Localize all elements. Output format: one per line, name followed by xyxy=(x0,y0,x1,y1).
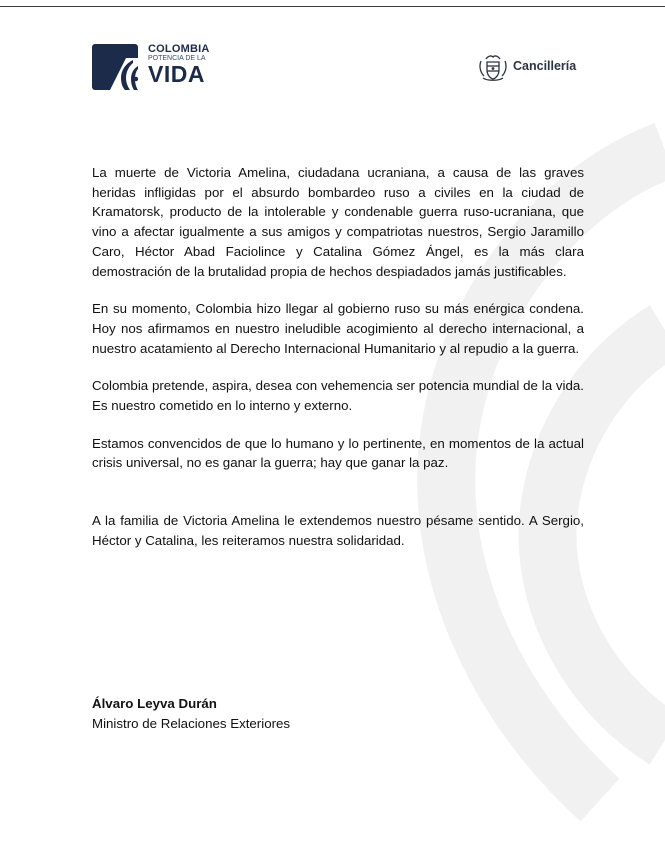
colombia-vida-wordmark xyxy=(148,43,234,85)
paragraph: En su momento, Colombia hizo llegar al gobierno ruso su más enérgica condena. Hoy nos afirmamos en nuestro ineludible acogimiento al derecho internacional, a nuestro acatamiento al Derecho Internacional Humanitario y al repudio a la guerra. xyxy=(92,301,584,356)
colombia-potencia-de-la-vida-logo xyxy=(92,43,232,91)
letter-body xyxy=(92,163,584,551)
colombia-vida-logo-mark xyxy=(92,44,142,90)
cancilleria-logo xyxy=(477,52,587,82)
signature-block xyxy=(92,694,290,733)
logo-vida-text: VIDA xyxy=(148,61,205,87)
coat-of-arms-icon xyxy=(477,52,509,84)
paragraph: La muerte de Victoria Amelina, ciudadana ucraniana, a causa de las graves heridas infligidas por el absurdo bombardeo ruso a civiles en la ciudad de Kramatorsk, producto de la intolerable y condenable guerra ruso-ucraniana, que vino a afectar igualmente a sus amigos y compatriotas nuestros, Sergio Jaramillo Caro, Héctor Abad Faciolince y Catalina Gómez Ángel, es la más clara demostración de la brutalidad propia de hechos despiadados jamás justificables. xyxy=(92,165,584,279)
paragraph: Estamos convencidos de que lo humano y lo pertinente, en momentos de la actual crisis universal, no es ganar la guerra; hay que ganar la paz. xyxy=(92,435,584,471)
paragraph: A la familia de Victoria Amelina le extendemos nuestro pésame sentido. A Sergio, Héctor y Catalina, les reiteramos nuestra solidaridad. xyxy=(92,513,584,548)
logo-potencia-text: POTENCIA DE LA xyxy=(148,55,206,62)
top-border-line xyxy=(0,6,665,7)
logo-colombia-text: COLOMBIA xyxy=(148,43,210,55)
paragraph: Colombia pretende, aspira, desea con vehemencia ser potencia mundial de la vida. Es nuestro cometido en lo interno y externo. xyxy=(92,378,584,414)
signatory-name: Álvaro Leyva Durán xyxy=(92,696,217,711)
signatory-title: Ministro de Relaciones Exteriores xyxy=(92,715,291,731)
cancilleria-name: Cancillería xyxy=(513,59,577,73)
